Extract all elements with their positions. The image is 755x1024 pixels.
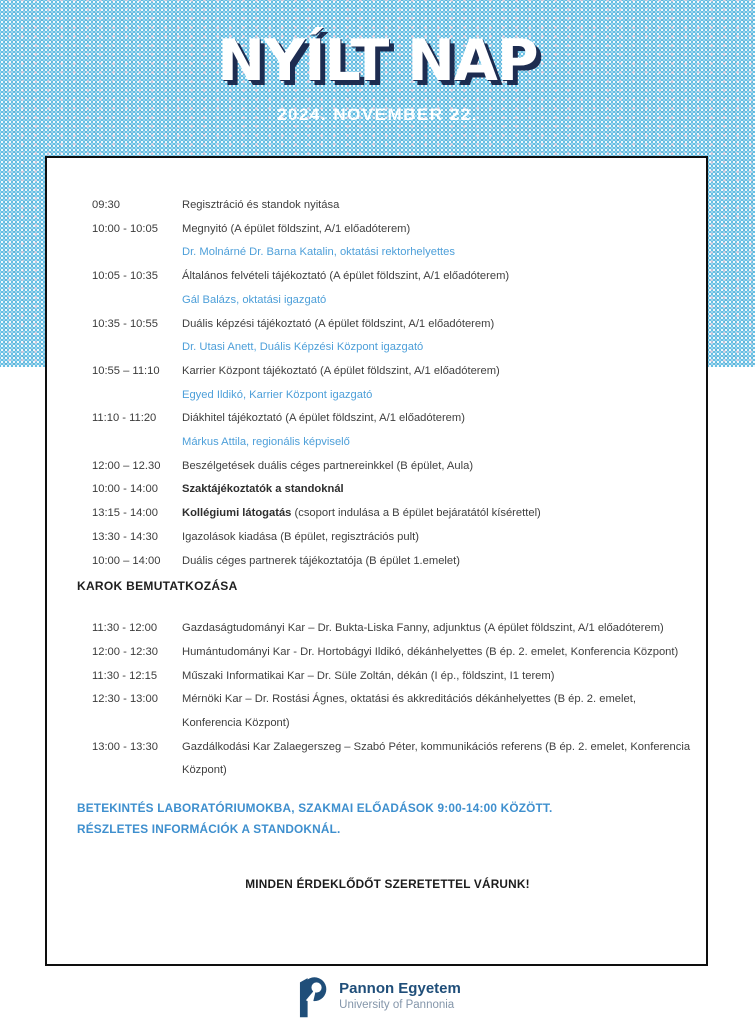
schedule-event [182, 218, 698, 265]
schedule-event [182, 360, 698, 407]
schedule-row [92, 218, 698, 265]
university-name: Pannon Egyetem [339, 979, 461, 997]
schedule-event-text: Megnyitó (A épület földszint, A/1 előadóterem) [182, 222, 411, 235]
schedule-row [92, 617, 698, 641]
schedule-event-text: Duális céges partnerek tájékoztatója (B épület 1.emelet) [182, 554, 460, 567]
schedule-event [182, 478, 698, 502]
schedule-time: 10:00 – 14:00 [92, 554, 161, 567]
schedule-event-bold: Kollégiumi látogatás [182, 507, 292, 520]
schedule-event [182, 313, 698, 360]
schedule-time: 10:00 - 10:05 [92, 222, 158, 235]
schedule-event-text: Mérnöki Kar – Dr. Rostási Ágnes, oktatási és akkreditációs dékánhelyettes (B ép. 2. emelet, Konferencia Központ) [182, 693, 636, 730]
schedule-row [92, 455, 698, 479]
info-line-2: RÉSZLETES INFORMÁCIÓK A STANDOKNÁL. [77, 822, 341, 837]
schedule-event-text: Regisztráció és standok nyitása [182, 199, 340, 211]
schedule-event-text: Általános felvételi tájékoztató (A épület földszint, A/1 előadóterem) [182, 270, 510, 283]
schedule-event-text: Beszélgetések duális céges partnereinkkel (B épület, Aula) [182, 459, 474, 472]
schedule-speaker: Dr. Utasi Anett, Duális Képzési Központ igazgató [182, 341, 424, 354]
schedule-speaker: Dr. Molnárné Dr. Barna Katalin, oktatási rektorhelyettes [182, 246, 455, 259]
schedule-event [182, 194, 698, 218]
schedule-row [92, 736, 698, 783]
schedule-event [182, 688, 698, 735]
closing-line: MINDEN ÉRDEKLŐDŐT SZERETETTEL VÁRUNK! [245, 877, 530, 892]
event-date: 2024. NOVEMBER 22. [277, 104, 478, 124]
schedule-row [92, 194, 698, 218]
info-line-1: BETEKINTÉS LABORATÓRIUMOKBA, SZAKMAI ELŐADÁSOK 9:00-14:00 KÖZÖTT. [77, 801, 553, 816]
schedule-event [182, 407, 698, 454]
schedule-row [92, 313, 698, 360]
schedule-event-text: Gazdaságtudományi Kar – Dr. Bukta-Liska Fanny, adjunktus (A épület földszint, A/1 előadóterem) [182, 622, 664, 635]
schedule-speaker: Gál Balázs, oktatási igazgató [182, 293, 327, 306]
schedule-time: 12:00 – 12.30 [92, 459, 161, 472]
schedule-time: 10:55 – 11:10 [92, 364, 160, 377]
schedule-row [92, 265, 698, 312]
schedule-event-text: (csoport indulása a B épület bejáratától kísérettel) [291, 507, 541, 520]
university-subtitle: University of Pannonia [339, 998, 455, 1011]
schedule-time: 10:05 - 10:35 [92, 270, 158, 283]
schedule-row [92, 526, 698, 550]
schedule-event-text: Humántudományi Kar - Dr. Hortobágyi Ildikó, dékánhelyettes (B ép. 2. emelet, Konferencia Központ) [182, 645, 679, 658]
schedule-time: 12:00 - 12:30 [92, 645, 158, 658]
schedule-row [92, 360, 698, 407]
schedule-event [182, 550, 698, 574]
schedule-row [92, 502, 698, 526]
info-note [77, 798, 698, 840]
schedule-event-text: Műszaki Informatikai Kar – Dr. Süle Zoltán, dékán (I ép., földszint, I1 terem) [182, 669, 555, 682]
page-title: NYÍLT NAP [217, 28, 538, 94]
schedule-row [92, 688, 698, 735]
schedule-row [92, 665, 698, 689]
schedule-time: 11:30 - 12:00 [92, 622, 158, 635]
schedule-speaker: Egyed Ildikó, Karrier Központ igazgató [182, 388, 373, 401]
schedule-event-text: Duális képzési tájékoztató (A épület földszint, A/1 előadóterem) [182, 317, 495, 330]
schedule-row [92, 641, 698, 665]
schedule-event-text: Diákhitel tájékoztató (A épület földszint, A/1 előadóterem) [182, 412, 465, 425]
schedule-time: 13:30 - 14:30 [92, 530, 158, 543]
schedule-event-text: Gazdálkodási Kar Zalaegerszeg – Szabó Péter, kommunikációs referens (B ép. 2. emelet, Konferencia Központ) [182, 740, 691, 777]
schedule-time: 12:30 - 13:00 [92, 693, 158, 706]
schedule-time: 13:00 - 13:30 [92, 740, 158, 753]
schedule-time: 10:00 - 14:00 [92, 483, 158, 496]
schedule-time: 10:35 - 10:55 [92, 317, 158, 330]
schedule-time: 11:30 - 12:15 [92, 669, 158, 682]
schedule-event [182, 526, 698, 550]
schedule-event-text: Igazolások kiadása (B épület, regisztrációs pult) [182, 530, 419, 543]
footer-logo [0, 974, 755, 1018]
schedule-speaker: Márkus Attila, regionális képviselő [182, 436, 350, 449]
schedule-event [182, 617, 698, 641]
schedule-time: 13:15 - 14:00 [92, 507, 158, 520]
schedule-card [45, 156, 708, 966]
schedule-event [182, 455, 698, 479]
schedule-event [182, 736, 698, 783]
schedule-event [182, 265, 698, 312]
schedule-event-bold: Szaktájékoztatók a standoknál [182, 483, 344, 496]
schedule-time: 09:30 [92, 199, 120, 211]
footer-logo-text [339, 980, 461, 1012]
faculties-section-heading: KAROK BEMUTATKOZÁSA [77, 579, 238, 594]
schedule-row [92, 478, 698, 502]
schedule-event-text: Karrier Központ tájékoztató (A épület földszint, A/1 előadóterem) [182, 364, 500, 377]
schedule-event [182, 665, 698, 689]
schedule-list [92, 194, 698, 573]
schedule-event [182, 641, 698, 665]
schedule-row [92, 407, 698, 454]
pannon-p-logo-icon [294, 974, 328, 1018]
faculties-list [92, 617, 698, 783]
schedule-row [92, 550, 698, 574]
schedule-event [182, 502, 698, 526]
schedule-time: 11:10 - 11:20 [92, 412, 157, 425]
